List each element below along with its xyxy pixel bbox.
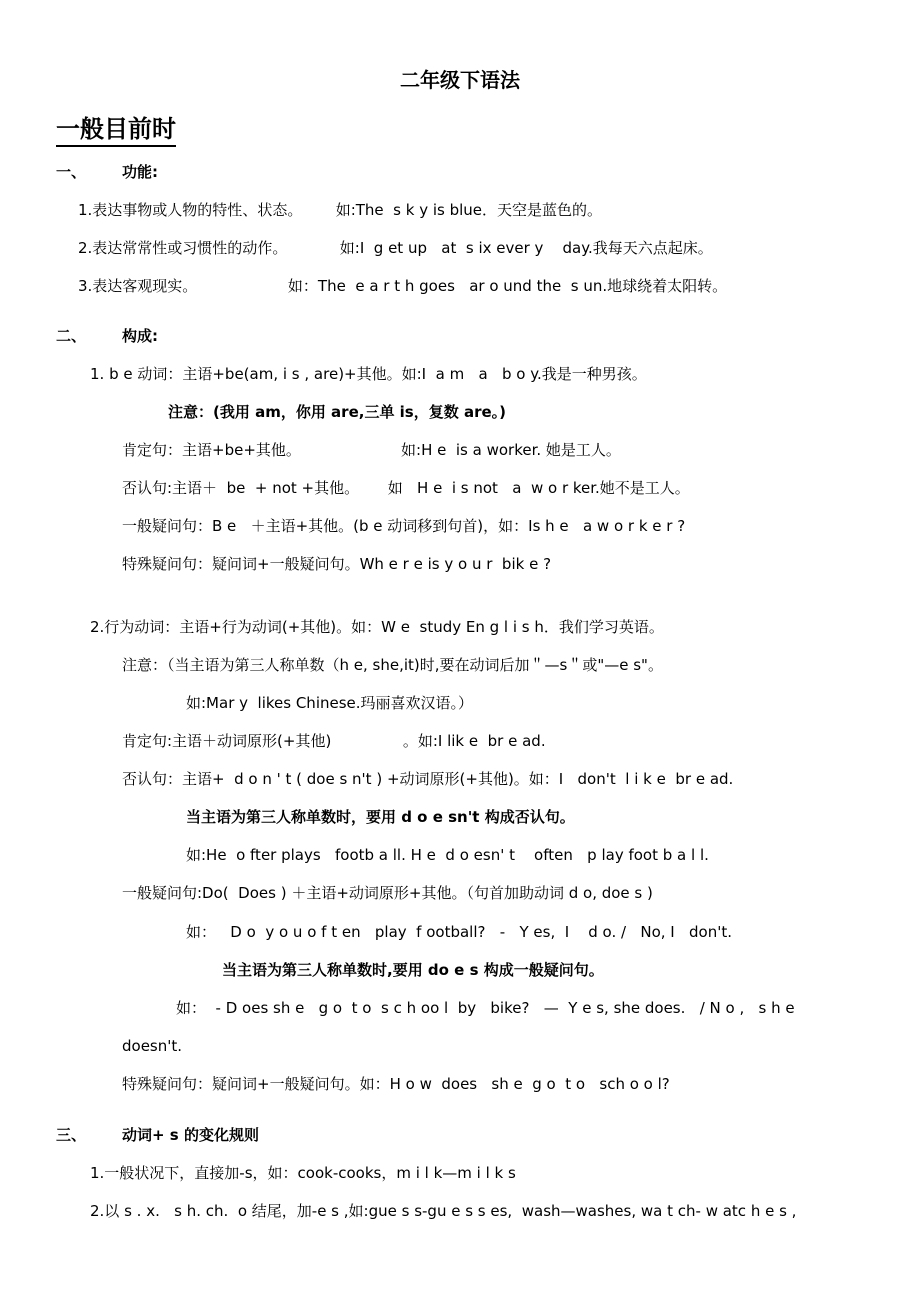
text-line: 1.一般状况下，直接加-s，如：cook-cooks，m i l k—m i l k s [90,1164,516,1182]
text-line: 2.表达常常性或习惯性的动作。 如:I g et up at s ix ever y day.我每天六点起床。 [78,239,713,257]
text-line: 如： D o y o u o f t en play f ootball? - Y es, I d o. / No, I don't. [186,923,733,941]
text-line: 如： - D oes sh e g o t o s c h oo l by bike? — Y e s, she does. / N o , s h e [176,999,795,1017]
section-number-3: 三、 [56,1126,87,1144]
note-line: 注意：（当主语为第三人称单数（h e, she,it)时,要在动词后加＂—s＂或"—e s"。 [122,656,663,674]
text-line: 1. b e 动词：主语+be(am, i s , are)+其他。如:I a m a b o y.我是一种男孩。 [90,365,647,383]
text-line: 2.行为动词：主语+行为动词(+其他)。如：W e study En g l i s h．我们学习英语。 [90,618,664,636]
text-line: 肯定句：主语+be+其他。 如:H e is a worker. 她是工人。 [122,441,621,459]
text-line: 1.表达事物或人物的特性、状态。 如:The s k y is blue．天空是蓝色的。 [78,201,603,219]
section-title-1: 功能: [122,163,158,181]
section-heading: 一般目前时 [56,113,176,147]
rule-line: 当主语为第三人称单数时，要用 d o e sn't 构成否认句。 [186,808,575,826]
section-number-2: 二、 [56,327,87,345]
text-line: 否认句：主语+ d o n ' t ( doe s n't ) +动词原形(+其他)。如：I don't l i k e br e ad. [122,770,734,788]
text-line: 如:He o fter plays footb a ll. H e d o esn' t often p lay foot b a l l. [186,846,709,864]
note-line: 注意：(我用 am，你用 are,三单 is，复数 are。) [168,403,507,421]
text-line: doesn't. [122,1037,183,1055]
text-line: 肯定句:主语＋动词原形(+其他) 。如:I lik e br e ad. [122,732,546,750]
text-line: 如:Mar y likes Chinese.玛丽喜欢汉语。） [186,694,474,712]
section-title-2: 构成: [122,327,158,345]
section-number-1: 一、 [56,163,87,181]
text-line: 否认句:主语＋ be + not +其他。 如 H e i s not a w o r ker.她不是工人。 [122,479,690,497]
text-line: 特殊疑问句：疑问词+一般疑问句。Wh e r e is y o u r bik e ? [122,555,552,573]
section-title-3: 动词+ s 的变化规则 [122,1126,259,1144]
document-title: 二年级下语法 [400,68,520,92]
text-line: 一般疑问句：B e ＋主语+其他。(b e 动词移到句首)，如：Is h e a w o r k e r ? [122,517,686,535]
text-line: 2.以 s . x. s h. ch. o 结尾，加-e s ,如:gue s s-gu e s s es, wash—washes, wa t ch- w atc h e s , [90,1202,797,1220]
rule-line: 当主语为第三人称单数时,要用 do e s 构成一般疑问句。 [222,961,604,979]
text-line: 特殊疑问句：疑问词+一般疑问句。如：H o w does sh e g o t o sch o o l? [122,1075,670,1093]
text-line: 一般疑问句:Do( Does ) ＋主语+动词原形+其他。（句首加助动词 d o, doe s ) [122,884,653,902]
text-line: 3.表达客观现实。 如：The e a r t h goes ar o und the s un.地球绕着太阳转。 [78,277,728,295]
